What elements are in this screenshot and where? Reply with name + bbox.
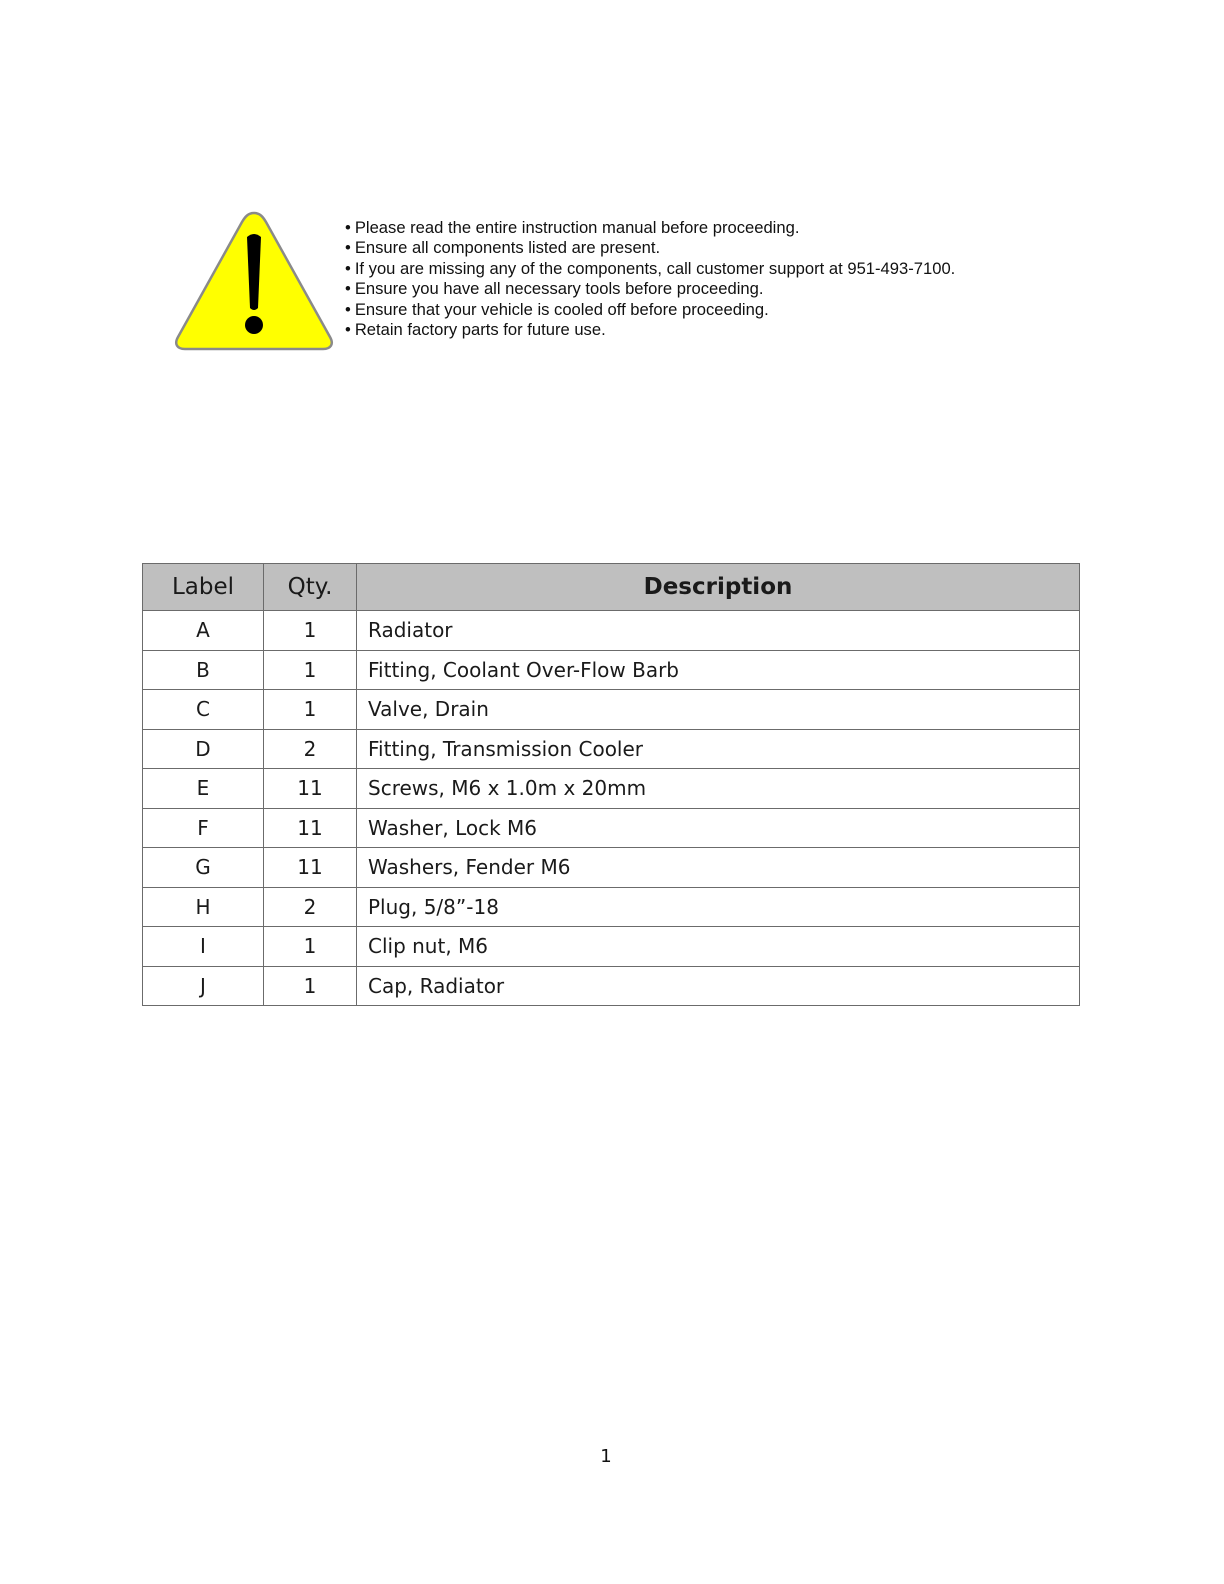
cell-label: H (143, 887, 264, 927)
header-label: Label (143, 564, 264, 611)
table-row (143, 650, 1080, 690)
cell-description: Plug, 5/8”-18 (357, 887, 1080, 927)
cell-label: I (143, 927, 264, 967)
warning-note: • Retain factory parts for future use. (345, 320, 955, 340)
warning-note: • Ensure you have all necessary tools before proceeding. (345, 279, 955, 299)
cell-label: G (143, 848, 264, 888)
header-description: Description (357, 564, 1080, 611)
warning-note: • If you are missing any of the components, call customer support at 951-493-7100. (345, 259, 955, 279)
table-row (143, 848, 1080, 888)
header-qty: Qty. (264, 564, 357, 611)
cell-description: Valve, Drain (357, 690, 1080, 730)
cell-qty: 2 (264, 729, 357, 769)
cell-description: Fitting, Transmission Cooler (357, 729, 1080, 769)
cell-description: Screws, M6 x 1.0m x 20mm (357, 769, 1080, 809)
table-row (143, 808, 1080, 848)
cell-qty: 1 (264, 650, 357, 690)
page-number: 1 (600, 1446, 612, 1467)
cell-description: Washers, Fender M6 (357, 848, 1080, 888)
table-row (143, 690, 1080, 730)
cell-qty: 1 (264, 927, 357, 967)
cell-label: E (143, 769, 264, 809)
table-row (143, 887, 1080, 927)
cell-description: Clip nut, M6 (357, 927, 1080, 967)
table-row (143, 611, 1080, 651)
cell-qty: 11 (264, 769, 357, 809)
cell-label: A (143, 611, 264, 651)
warning-note: • Ensure that your vehicle is cooled off before proceeding. (345, 300, 955, 320)
cell-qty: 1 (264, 690, 357, 730)
warning-note: • Please read the entire instruction manual before proceeding. (345, 218, 955, 238)
cell-label: J (143, 966, 264, 1006)
table-header-row (143, 564, 1080, 611)
table-row (143, 966, 1080, 1006)
warning-note: • Ensure all components listed are present. (345, 238, 955, 258)
cell-label: C (143, 690, 264, 730)
cell-description: Cap, Radiator (357, 966, 1080, 1006)
warning-notes (345, 218, 955, 340)
table-row (143, 927, 1080, 967)
cell-qty: 11 (264, 808, 357, 848)
cell-label: D (143, 729, 264, 769)
cell-qty: 1 (264, 966, 357, 1006)
cell-description: Radiator (357, 611, 1080, 651)
warning-icon (174, 209, 334, 353)
cell-description: Fitting, Coolant Over-Flow Barb (357, 650, 1080, 690)
cell-qty: 1 (264, 611, 357, 651)
parts-table (142, 563, 1080, 1006)
cell-description: Washer, Lock M6 (357, 808, 1080, 848)
cell-label: F (143, 808, 264, 848)
table-row (143, 769, 1080, 809)
cell-label: B (143, 650, 264, 690)
table-row (143, 729, 1080, 769)
cell-qty: 11 (264, 848, 357, 888)
cell-qty: 2 (264, 887, 357, 927)
